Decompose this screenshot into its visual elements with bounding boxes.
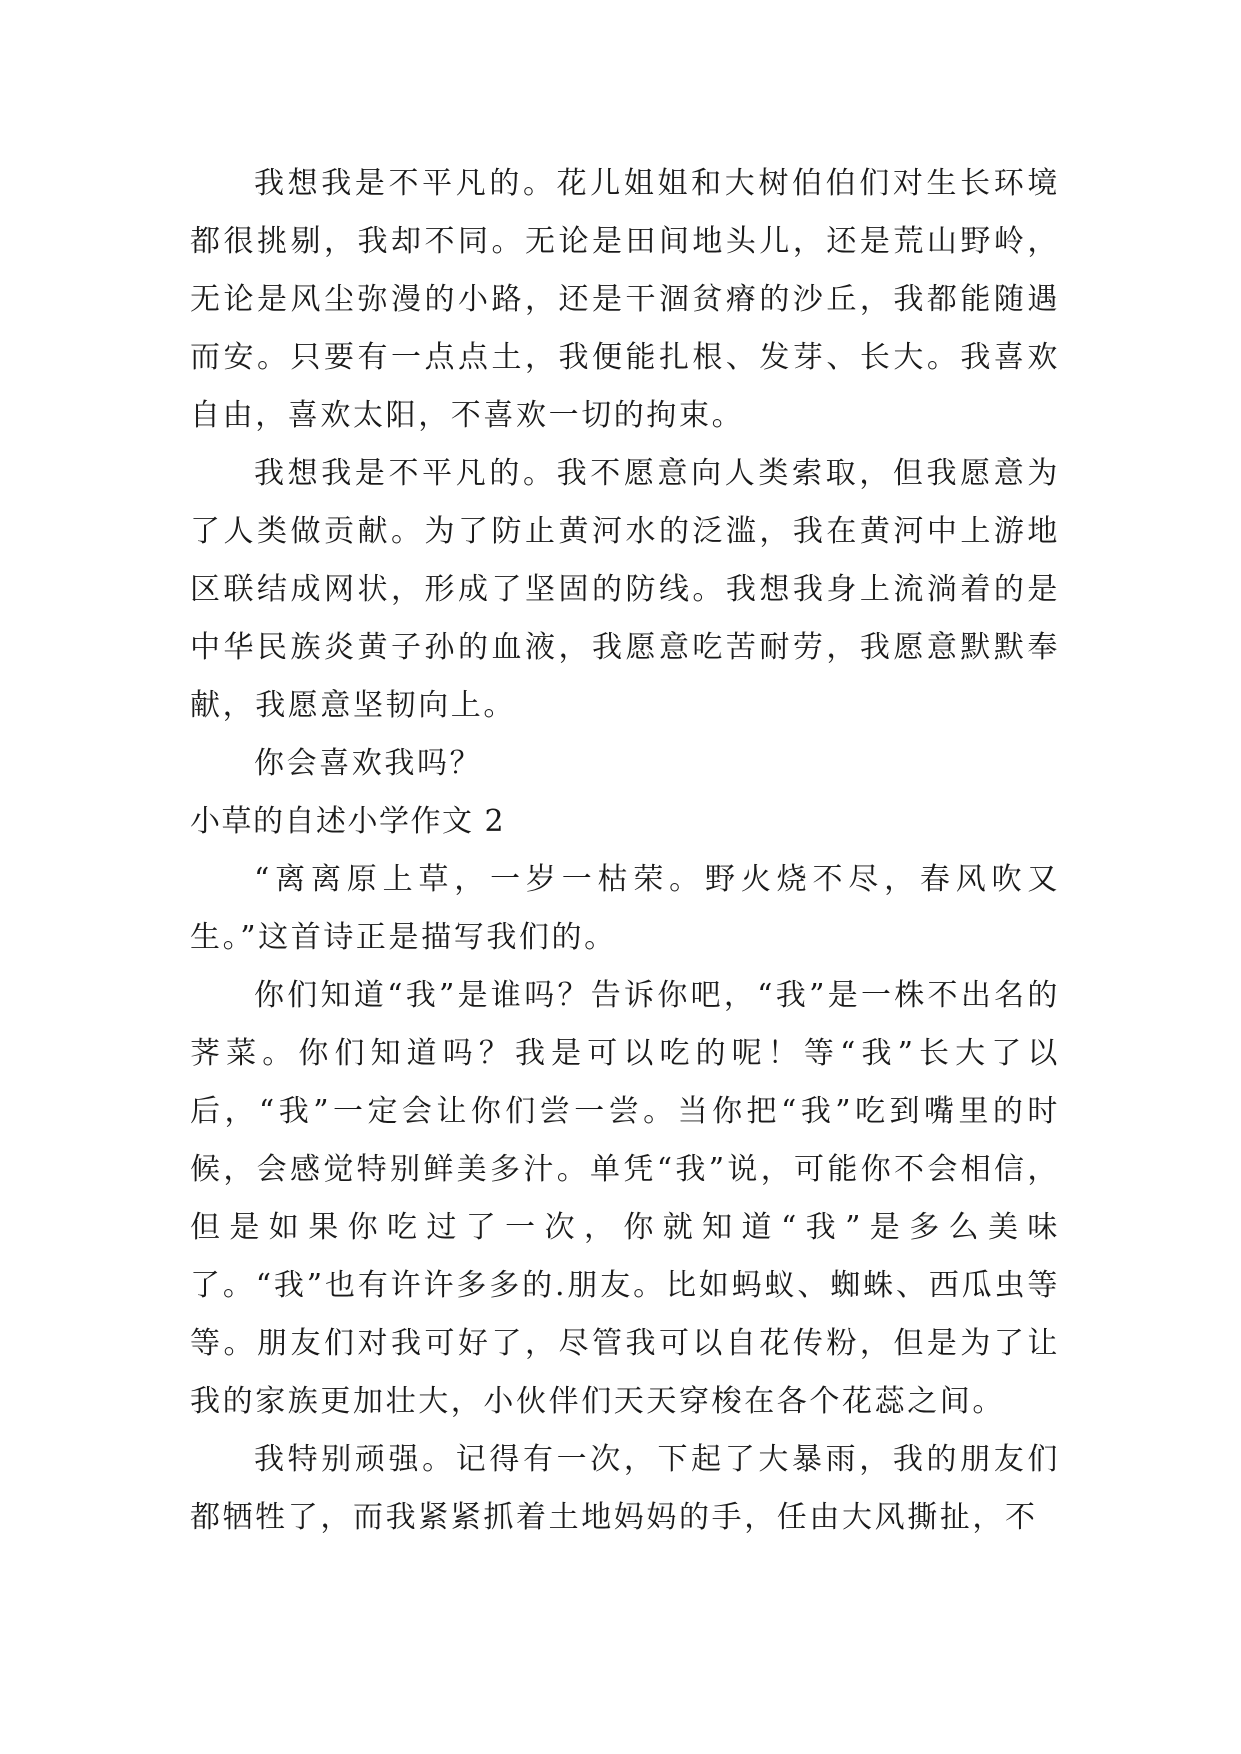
paragraph: 你会喜欢我吗？ bbox=[254, 746, 483, 781]
paragraph: “离离原上草，一岁一枯荣。野火烧不尽，春风吹又生。”这首诗正是描写我们的。 bbox=[190, 862, 1060, 955]
paragraph: 我想我是不平凡的。花儿姐姐和大树伯伯们对生长环境都很挑剔，我却不同。无论是田间地头儿，还是荒山野岭，无论是风尘弥漫的小路，还是干涸贫瘠的沙丘，我都能随遇而安。只要有一点点土，我便能扎根、发芽、长大。我喜欢自由，喜欢太阳，不喜欢一切的拘束。 bbox=[190, 166, 1060, 433]
paragraph: 你们知道“我”是谁吗？告诉你吧，“我”是一株不出名的荠菜。你们知道吗？我是可以吃的呢！等“我”长大了以后，“我”一定会让你们尝一尝。当你把“我”吃到嘴里的时候，会感觉特别鲜美多汁。单凭“我”说，可能你不会相信，但是如果你吃过了一次，你就知道“我”是多么美味了。“我”也有许许多多的.朋友。比如蚂蚁、蜘蛛、西瓜虫等等。朋友们对我可好了，尽管我可以自花传粉，但是为了让我的家族更加壮大，小伙伴们天天穿梭在各个花蕊之间。 bbox=[190, 978, 1060, 1419]
paragraph: 我想我是不平凡的。我不愿意向人类索取，但我愿意为了人类做贡献。为了防止黄河水的泛滥，我在黄河中上游地区联结成网状，形成了坚固的防线。我想我身上流淌着的是中华民族炎黄子孙的血液，我愿意吃苦耐劳，我愿意默默奉献，我愿意坚韧向上。 bbox=[190, 456, 1060, 723]
document-body bbox=[190, 155, 1060, 1547]
paragraph: 我特别顽强。记得有一次，下起了大暴雨，我的朋友们都牺牲了，而我紧紧抓着土地妈妈的手，任由大风撕扯，不 bbox=[190, 1442, 1060, 1535]
section-heading: 小草的自述小学作文 2 bbox=[190, 804, 506, 839]
